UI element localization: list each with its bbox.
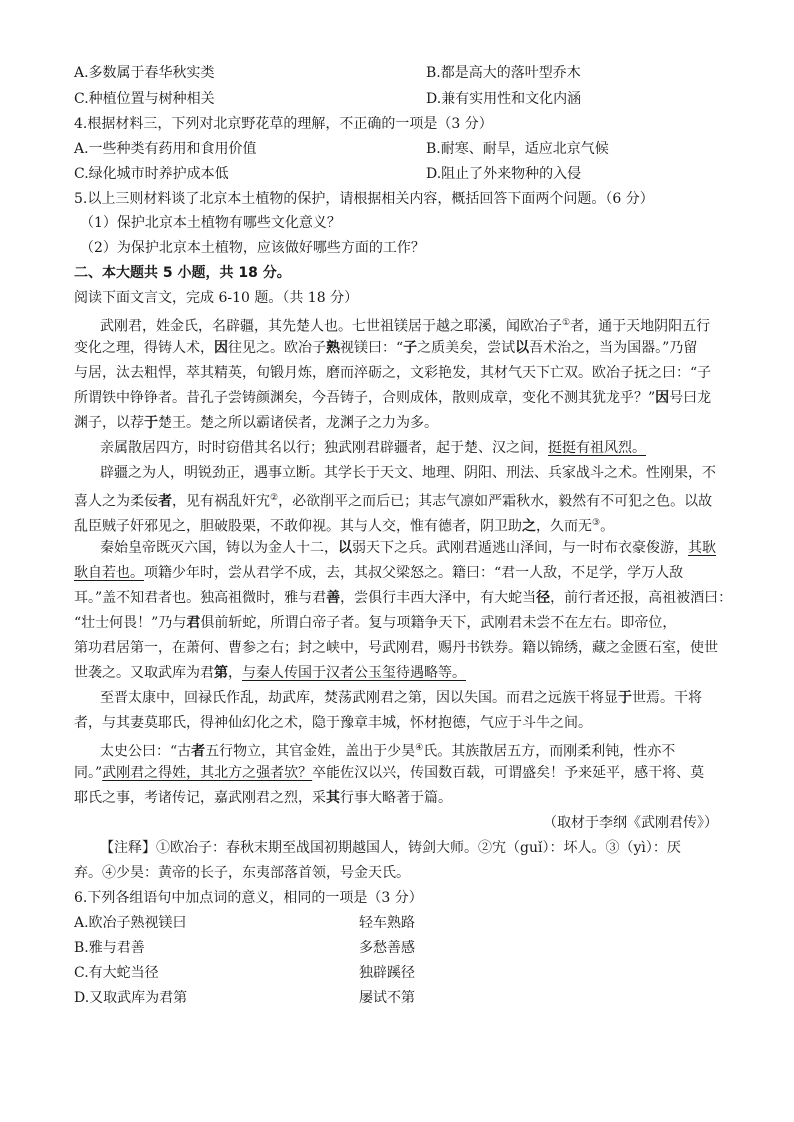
passage-p4-line-6 [74,664,466,686]
passage-p1-line-2 [74,339,697,361]
passage-p4-line-1 [100,539,716,561]
q6-option-c-left: C.有大蛇当径 [74,965,159,981]
dotted-word: 君 [186,615,201,631]
q3-option-a: A.多数属于春华秋实类 [74,65,215,81]
section-heading: 二、本大题共 5 小题，共 18 分。 [74,265,291,281]
passage-p3-line-2 [74,489,712,511]
q4-option-b: B.耐寒、耐旱，适应北京气候 [426,141,609,157]
text-run: 世焉。干将 [632,690,702,706]
q6-option-b-right: 多愁善感 [359,940,415,956]
passage-p5-line-2: 者，与其妻莫耶氏，得神仙幻化之术，隐于豫章丰城，怀材抱德，气应于斗牛之间。 [74,715,592,731]
passage-p6-line-3 [74,789,452,811]
text-run: 耳。”盖不知君者也。独高祖微时，雅与君 [74,590,327,606]
text-run: 耶氏之事，考诸传记，嘉武刚君之烈，采 [74,790,326,806]
text-run: 弱天下之兵。武刚君遁逃山泽间，与一时布衣豪俊游， [352,540,688,556]
q4-stem: 4.根据材料三，下列对北京野花草的理解，不正确的一项是（3 分） [74,116,493,132]
q6-option-b-left: B.雅与君善 [74,940,145,956]
q4-option-c: C.绿化城市时养护成本低 [74,166,229,182]
dotted-word: 因 [655,390,670,406]
q5-sub-question-1: （1）保护北京本土植物有哪些文化意义？ [80,215,341,231]
dotted-word: 者 [191,743,206,760]
notes-line-2: 弃。④少昊：黄帝的长子，东夷部落首领，号金天氏。 [74,865,410,881]
notes-line-1: 【注释】①欧冶子：春秋末期至战国初期越国人，铸剑大师。②宄（guǐ）：坏人。③（yì）：厌 [100,840,681,856]
underlined-sentence: 与秦人传国于汉者公玉玺待遇略等。 [242,665,466,681]
passage-p1-line-3: 与居，汰去粗悍，萃其精英，旬锻月炼，磨而淬砺之，文彩艳发，其材气天下亡双。欧冶子抚之曰：“子 [74,365,712,381]
dotted-word: 善 [326,590,341,606]
q6-option-d-right: 屡试不第 [359,990,415,1006]
q4-option-row-2 [74,165,582,187]
q4-option-d: D.阻止了外来物种的入侵 [426,166,582,182]
q3-option-c: C.种植位置与树种相关 [74,91,215,107]
dotted-word: 第 [214,665,228,681]
q6-option-c-right: 独辟蹊径 [359,965,415,981]
dotted-word: 熟 [326,340,340,356]
q3-option-row-2 [74,90,582,112]
text-run: 之质美矣，尝试 [417,340,516,356]
text-run: 楚王。楚之所以霸诸侯者，龙渊子之力为多。 [158,415,438,431]
note-ref-4: ④ [415,743,424,753]
section-instruction: 阅读下面文言文，完成 6-10 题。（共 18 分） [74,290,359,306]
passage-source: （取材于李纲《武刚君传》） [543,815,718,831]
text-run: 卒能佐汉以兴，传国数百载，可谓盛矣！予来延平，感干将、莫 [312,765,705,781]
text-run: 渊子，以荐 [74,415,144,431]
text-run: 太史公曰：“古 [100,743,192,760]
passage-p1-line-4 [74,389,711,411]
text-run: 亲属散居四方，时时窃借其名以行；独武刚君辟疆者，起于楚、汉之间， [100,440,548,456]
text-run: ，前行者还报，高祖被酒曰： [550,590,733,606]
text-run: 往见之。欧冶子 [228,340,326,356]
q5-sub-question-2: （2）为保护北京本土植物，应该做好哪些方面的工作？ [80,240,425,256]
text-run: 五行物立，其官金姓，盖出于少昊 [205,743,416,760]
underlined-sentence: 其耿 [688,540,716,556]
passage-p4-line-2 [74,564,683,586]
q6-stem: 6.下列各组语句中加点词的意义，相同的一项是（3 分） [74,890,423,906]
q3-option-b: B.都是高大的落叶型乔木 [426,65,581,81]
note-ref-2: ② [270,493,279,503]
passage-p6-line-1 [100,739,675,761]
underlined-sentence: 耿自若也。 [74,565,144,581]
underlined-sentence: 挺挺有祖风烈。 [548,440,646,456]
passage-p4-line-5: 第功君居第一，在萧何、曹参之右；封之峡中，号武刚君，赐丹书铁券。籍以锦绣，藏之金匮石室，使世 [74,640,718,656]
dotted-word: 其 [326,790,340,806]
text-run: ，见有祸乱奸宄 [172,493,270,510]
text-run: 武刚君，姓金氏，名辟疆，其先楚人也。七世祖镁居于越之耶溪，闻欧冶子 [100,318,562,335]
dotted-word: 径 [536,590,551,606]
dotted-word: 者 [158,493,172,510]
text-run: ，必欲削平之而后已；其志气凛如严霜秋水，毅然有不可犯之色。以故 [278,493,713,510]
text-run: 者，通于天地阴阳五行 [570,318,711,335]
dotted-word: 于 [144,415,158,431]
passage-p1-line-1 [100,314,710,336]
q4-option-row-1 [74,140,609,162]
text-run: 吾术治之，当为国器。”乃留 [529,340,698,356]
q6-option-d [74,989,415,1011]
q5-stem: 5.以上三则材料谈了北京本土植物的保护，请根据相关内容，概括回答下面两个问题。（6 分） [74,191,654,207]
q4-option-a: A.一些种类有药用和食用价值 [74,141,257,157]
q6-option-c [74,964,415,986]
passage-p3-line-3 [74,514,614,536]
q6-option-d-left: D.又取武库为君第 [74,990,188,1006]
q6-option-b [74,939,415,961]
q3-option-row-1 [74,64,581,86]
dotted-word: 于 [618,690,632,706]
underlined-sentence: 武刚君之得姓，其北方之强者欤？ [102,765,313,781]
dotted-word: 之 [522,518,536,535]
text-run: 世袭之。又取武库为君 [74,665,214,681]
text-run: ，尝俱行丰西大泽中，有大蛇当 [340,590,537,606]
text-run: 俱前斩蛇，所谓白帝子者。复与项籍争天下，武刚君未尝不在左右。即帝位， [200,615,677,631]
passage-p1-line-5 [74,414,438,436]
text-run: 行事大略著于篇。 [340,790,452,806]
q6-option-a [74,914,415,936]
text-run: ， [228,665,242,681]
passage-p4-line-3 [74,589,732,611]
dotted-word: 以 [338,540,352,556]
passage-p5-line-1 [100,689,702,711]
text-run: ，久而无 [536,518,592,535]
passage-p6-line-2 [74,764,704,786]
text-run: “壮士何畏！”乃与 [74,615,187,631]
text-run: 至晋太康中，回禄氏作乱，劫武库，焚荡武刚君之第，因以失国。而君之远族干将显 [100,690,618,706]
text-run: 号曰龙 [669,390,712,406]
text-run: 。 [600,518,615,535]
q6-option-a-right: 轻车熟路 [359,915,415,931]
dotted-word: 子 [403,340,418,356]
dotted-word: 以 [515,340,530,356]
passage-p4-line-4 [74,614,676,636]
text-run: 氏。其族散居五方，而刚柔利钝，性亦不 [423,743,676,760]
note-ref-1: ① [562,318,571,328]
passage-p2-line-1 [100,439,646,461]
text-run: 所谓铁中铮铮者。昔孔子尝铸颜渊矣，今吾铸子，合则成体，散则成章，变化不测其犹龙乎？” [74,390,656,406]
text-run: 秦始皇帝既灭六国，铸以为金人十二， [100,540,338,556]
q3-option-d: D.兼有实用性和文化内涵 [426,91,582,107]
text-run: 同。” [74,765,103,781]
text-run: 乱臣贼子奸邪见之，胆破股栗，不敢仰视。其与人交，惟有德者，阴卫助 [74,518,522,535]
text-run: 项籍少年时，尝从君学不成，去，其叔父梁怒之。籍曰：“君一人敌，不足学，学万人敌 [144,565,684,581]
text-run: 变化之理，得铸人术， [74,340,214,356]
dotted-word: 因 [214,340,228,356]
text-run: 视镁曰：“ [340,340,404,356]
passage-p3-line-1: 辟疆之为人，明锐劲正，遇事立断。其学长于天文、地理、阴阳、刑法、兵家战斗之术。性刚果，不 [100,465,716,481]
q6-option-a-left: A.欧冶子熟视镁曰 [74,915,187,931]
note-ref-3: ③ [592,518,601,528]
text-run: 喜人之为柔佞 [74,493,158,510]
